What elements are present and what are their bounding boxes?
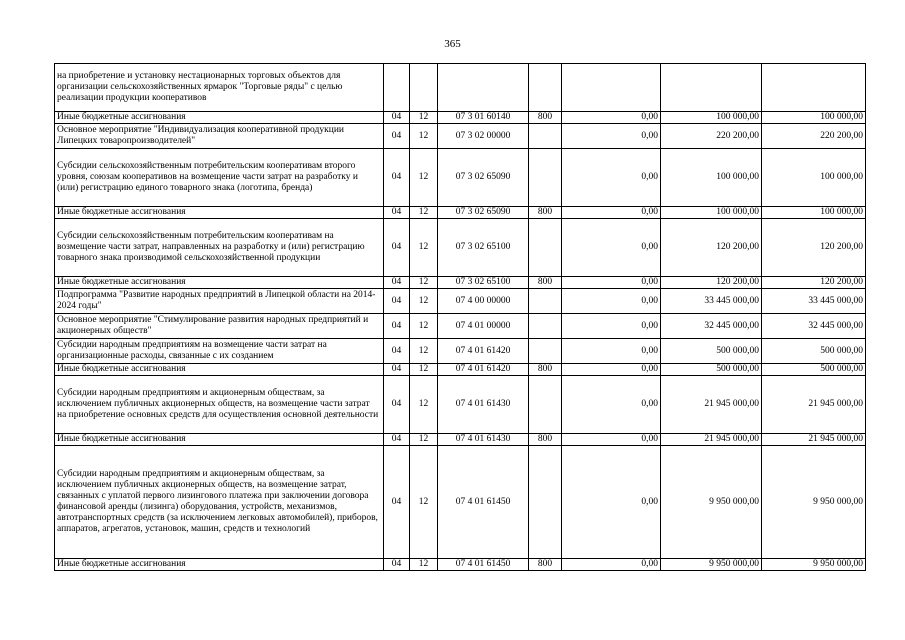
page-number: 365 bbox=[444, 38, 461, 50]
cell-description: на приобретение и установку нестационарных торговых объектов для организации сельскохозяйственных ярмарок "Торговые ряды" с целью реализации продукции кооперативов bbox=[55, 64, 384, 112]
cell-expense-type bbox=[529, 339, 562, 364]
cell-target-code: 07 4 01 61430 bbox=[438, 434, 529, 446]
cell-amount-3: 100 000,00 bbox=[762, 149, 866, 207]
cell-description: Субсидии народным предприятиям на возмещение части затрат на организационные расходы, связанные с их созданием bbox=[55, 339, 384, 364]
table-row bbox=[55, 277, 866, 289]
cell-amount-3 bbox=[762, 64, 866, 112]
cell-section: 04 bbox=[384, 434, 410, 446]
cell-subsection: 12 bbox=[410, 339, 438, 364]
cell-subsection: 12 bbox=[410, 314, 438, 339]
table-row bbox=[55, 149, 866, 207]
cell-subsection: 12 bbox=[410, 124, 438, 149]
cell-section: 04 bbox=[384, 124, 410, 149]
cell-amount-1: 0,00 bbox=[562, 559, 661, 571]
cell-amount-3: 32 445 000,00 bbox=[762, 314, 866, 339]
cell-section: 04 bbox=[384, 112, 410, 124]
cell-description: Субсидии сельскохозяйственным потребительским кооперативам второго уровня, союзам кооперативов на возмещение части затрат на разработку и (или) регистрацию единого товарного знака (логотипа, бренда) bbox=[55, 149, 384, 207]
budget-table-body bbox=[55, 64, 866, 571]
cell-target-code: 07 3 02 00000 bbox=[438, 124, 529, 149]
cell-amount-2: 21 945 000,00 bbox=[661, 434, 762, 446]
cell-expense-type bbox=[529, 376, 562, 434]
cell-amount-2: 100 000,00 bbox=[661, 112, 762, 124]
cell-amount-3: 120 200,00 bbox=[762, 219, 866, 277]
cell-amount-3: 9 950 000,00 bbox=[762, 446, 866, 559]
cell-amount-2: 100 000,00 bbox=[661, 207, 762, 219]
budget-table bbox=[54, 63, 866, 571]
cell-section: 04 bbox=[384, 446, 410, 559]
cell-section: 04 bbox=[384, 559, 410, 571]
cell-amount-2: 500 000,00 bbox=[661, 339, 762, 364]
cell-amount-3: 9 950 000,00 bbox=[762, 559, 866, 571]
cell-target-code bbox=[438, 64, 529, 112]
table-row bbox=[55, 339, 866, 364]
table-row bbox=[55, 446, 866, 559]
cell-subsection bbox=[410, 64, 438, 112]
table-row bbox=[55, 314, 866, 339]
cell-description: Подпрограмма "Развитие народных предприятий в Липецкой области на 2014-2024 годы" bbox=[55, 289, 384, 314]
table-row bbox=[55, 289, 866, 314]
cell-description: Субсидии сельскохозяйственным потребительским кооперативам на возмещение части затрат, направленных на разработку и (или) регистрацию товарного знака производимой сельскохозяйственной продукции bbox=[55, 219, 384, 277]
cell-amount-2: 100 000,00 bbox=[661, 149, 762, 207]
cell-amount-3: 21 945 000,00 bbox=[762, 376, 866, 434]
cell-description: Иные бюджетные ассигнования bbox=[55, 112, 384, 124]
cell-section: 04 bbox=[384, 277, 410, 289]
cell-subsection: 12 bbox=[410, 364, 438, 376]
cell-amount-1: 0,00 bbox=[562, 207, 661, 219]
cell-target-code: 07 4 01 61420 bbox=[438, 339, 529, 364]
cell-expense-type: 800 bbox=[529, 364, 562, 376]
cell-subsection: 12 bbox=[410, 277, 438, 289]
cell-section: 04 bbox=[384, 219, 410, 277]
cell-description: Основное мероприятие "Индивидуализация кооперативной продукции Липецких товаропроизводителей" bbox=[55, 124, 384, 149]
cell-description: Иные бюджетные ассигнования bbox=[55, 207, 384, 219]
cell-description: Основное мероприятие "Стимулирование развития народных предприятий и акционерных обществ" bbox=[55, 314, 384, 339]
cell-amount-1 bbox=[562, 64, 661, 112]
cell-description: Иные бюджетные ассигнования bbox=[55, 434, 384, 446]
cell-subsection: 12 bbox=[410, 219, 438, 277]
cell-amount-2: 9 950 000,00 bbox=[661, 559, 762, 571]
cell-amount-1: 0,00 bbox=[562, 376, 661, 434]
cell-amount-3: 33 445 000,00 bbox=[762, 289, 866, 314]
cell-amount-1: 0,00 bbox=[562, 124, 661, 149]
cell-expense-type bbox=[529, 219, 562, 277]
table-row bbox=[55, 376, 866, 434]
cell-amount-1: 0,00 bbox=[562, 364, 661, 376]
table-row bbox=[55, 364, 866, 376]
cell-subsection: 12 bbox=[410, 207, 438, 219]
cell-subsection: 12 bbox=[410, 289, 438, 314]
cell-amount-1: 0,00 bbox=[562, 112, 661, 124]
cell-amount-2: 500 000,00 bbox=[661, 364, 762, 376]
cell-amount-1: 0,00 bbox=[562, 434, 661, 446]
cell-amount-2: 32 445 000,00 bbox=[661, 314, 762, 339]
table-row bbox=[55, 64, 866, 112]
cell-amount-3: 220 200,00 bbox=[762, 124, 866, 149]
cell-amount-3: 100 000,00 bbox=[762, 207, 866, 219]
cell-expense-type: 800 bbox=[529, 207, 562, 219]
cell-amount-1: 0,00 bbox=[562, 149, 661, 207]
cell-target-code: 07 3 02 65090 bbox=[438, 149, 529, 207]
cell-description: Субсидии народным предприятиям и акционерным обществам, за исключением публичных акционерных обществ, на возмещение затрат, связанных с уплатой первого лизингового платежа при заключении договора финансовой аренды (лизинга) оборудования, устройств, механизмов, автотранспортных средств (за исключением легковых автомобилей), приборов, аппаратов, агрегатов, установок, машин, средств и технологий bbox=[55, 446, 384, 559]
cell-target-code: 07 4 01 61430 bbox=[438, 376, 529, 434]
cell-amount-1: 0,00 bbox=[562, 314, 661, 339]
cell-target-code: 07 3 01 60140 bbox=[438, 112, 529, 124]
cell-amount-2: 21 945 000,00 bbox=[661, 376, 762, 434]
cell-amount-3: 21 945 000,00 bbox=[762, 434, 866, 446]
cell-target-code: 07 3 02 65100 bbox=[438, 277, 529, 289]
cell-expense-type bbox=[529, 289, 562, 314]
cell-target-code: 07 3 02 65090 bbox=[438, 207, 529, 219]
cell-amount-1: 0,00 bbox=[562, 339, 661, 364]
cell-expense-type bbox=[529, 446, 562, 559]
cell-amount-3: 100 000,00 bbox=[762, 112, 866, 124]
cell-amount-3: 120 200,00 bbox=[762, 277, 866, 289]
cell-amount-1: 0,00 bbox=[562, 289, 661, 314]
cell-expense-type: 800 bbox=[529, 112, 562, 124]
cell-target-code: 07 4 01 00000 bbox=[438, 314, 529, 339]
cell-amount-2: 33 445 000,00 bbox=[661, 289, 762, 314]
cell-description: Субсидии народным предприятиям и акционерным обществам, за исключением публичных акционерных обществ, на возмещение части затрат на приобретение основных средств для осуществления основной деятельности bbox=[55, 376, 384, 434]
cell-amount-2: 120 200,00 bbox=[661, 277, 762, 289]
cell-amount-1: 0,00 bbox=[562, 219, 661, 277]
cell-target-code: 07 4 00 00000 bbox=[438, 289, 529, 314]
cell-expense-type: 800 bbox=[529, 559, 562, 571]
cell-subsection: 12 bbox=[410, 376, 438, 434]
cell-expense-type bbox=[529, 314, 562, 339]
cell-section: 04 bbox=[384, 207, 410, 219]
cell-target-code: 07 4 01 61420 bbox=[438, 364, 529, 376]
cell-amount-2: 9 950 000,00 bbox=[661, 446, 762, 559]
cell-subsection: 12 bbox=[410, 559, 438, 571]
cell-subsection: 12 bbox=[410, 446, 438, 559]
table-row bbox=[55, 219, 866, 277]
cell-expense-type bbox=[529, 124, 562, 149]
table-row bbox=[55, 559, 866, 571]
cell-expense-type bbox=[529, 64, 562, 112]
cell-subsection: 12 bbox=[410, 434, 438, 446]
table-row bbox=[55, 124, 866, 149]
cell-description: Иные бюджетные ассигнования bbox=[55, 364, 384, 376]
table-row bbox=[55, 207, 866, 219]
table-row bbox=[55, 434, 866, 446]
cell-amount-1: 0,00 bbox=[562, 277, 661, 289]
cell-section: 04 bbox=[384, 339, 410, 364]
cell-subsection: 12 bbox=[410, 149, 438, 207]
cell-target-code: 07 4 01 61450 bbox=[438, 559, 529, 571]
cell-section: 04 bbox=[384, 289, 410, 314]
cell-section bbox=[384, 64, 410, 112]
cell-expense-type: 800 bbox=[529, 434, 562, 446]
cell-section: 04 bbox=[384, 364, 410, 376]
cell-expense-type: 800 bbox=[529, 277, 562, 289]
cell-section: 04 bbox=[384, 314, 410, 339]
cell-amount-2: 220 200,00 bbox=[661, 124, 762, 149]
table-row bbox=[55, 112, 866, 124]
cell-target-code: 07 3 02 65100 bbox=[438, 219, 529, 277]
cell-section: 04 bbox=[384, 149, 410, 207]
cell-amount-2: 120 200,00 bbox=[661, 219, 762, 277]
cell-amount-3: 500 000,00 bbox=[762, 364, 866, 376]
cell-expense-type bbox=[529, 149, 562, 207]
cell-description: Иные бюджетные ассигнования bbox=[55, 559, 384, 571]
cell-section: 04 bbox=[384, 376, 410, 434]
cell-amount-3: 500 000,00 bbox=[762, 339, 866, 364]
cell-amount-1: 0,00 bbox=[562, 446, 661, 559]
cell-description: Иные бюджетные ассигнования bbox=[55, 277, 384, 289]
cell-target-code: 07 4 01 61450 bbox=[438, 446, 529, 559]
cell-subsection: 12 bbox=[410, 112, 438, 124]
cell-amount-2 bbox=[661, 64, 762, 112]
